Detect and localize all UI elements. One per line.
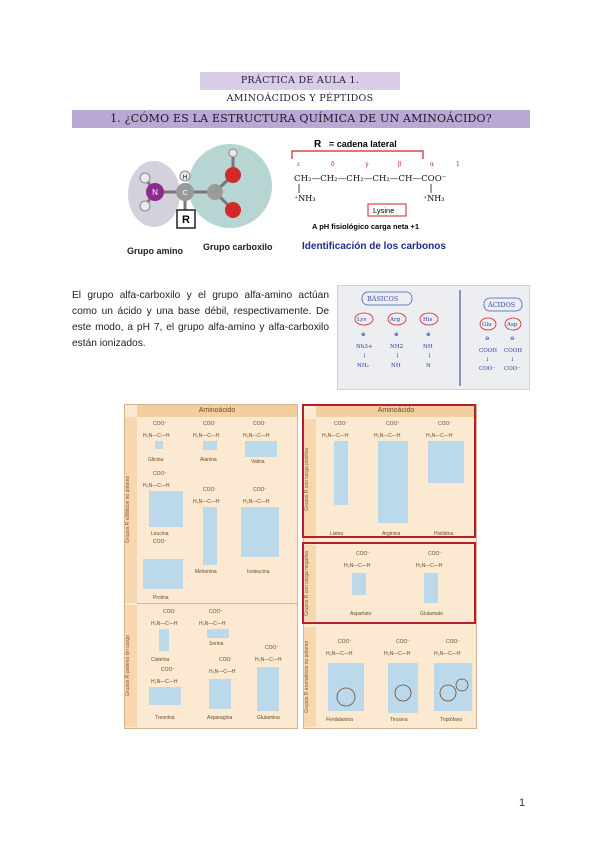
oxygen-atom <box>225 167 241 183</box>
svg-text:COO⁻: COO⁻ <box>356 551 371 557</box>
notes-code: Asp <box>507 322 518 328</box>
section-heading: 1. ¿CÓMO ES LA ESTRUCTURA QUÍMICA DE UN AMINOÁCIDO? <box>110 112 492 125</box>
svg-text:H₃N—C—H: H₃N—C—H <box>151 621 178 627</box>
aa-name: Valina <box>251 459 265 465</box>
svg-text:COO⁻: COO⁻ <box>446 639 461 645</box>
carboxyl-carbon-atom <box>207 184 223 200</box>
nitrogen-letter: N <box>152 188 158 197</box>
side-chain-bracket <box>292 151 423 159</box>
lysine-carbon-diagram <box>285 137 485 257</box>
svg-text:H₃N—C—H: H₃N—C—H <box>143 433 170 439</box>
hydrogen-atom <box>140 201 150 211</box>
document-title: PRÁCTICA DE AULA 1. AMINOÁCIDOS Y PÉPTIDOS <box>226 75 374 104</box>
svg-text:COO⁻: COO⁻ <box>438 421 453 427</box>
svg-text:H₃N—C—H: H₃N—C—H <box>193 499 220 505</box>
epsilon-amino-group: ⁺NH₃ <box>294 194 316 203</box>
notes-r2: ↓ <box>362 353 367 359</box>
svg-text:COO⁻: COO⁻ <box>203 487 218 493</box>
svg-text:COO⁻: COO⁻ <box>219 657 234 663</box>
side-label-nonpolar: Grupos R alifáticos no polares <box>125 417 137 603</box>
svg-text:COO⁻: COO⁻ <box>153 539 168 545</box>
svg-text:COO⁻: COO⁻ <box>163 609 178 615</box>
carbon-label-gamma: γ <box>365 161 369 168</box>
notes-code: Arg <box>390 317 401 323</box>
amino-acid-table-left <box>124 404 298 729</box>
structure-alanine <box>193 421 220 463</box>
aa-name: Leucina <box>151 531 169 537</box>
structure-leucine <box>143 471 183 537</box>
lysine-chain-formula: CH₂—CH₂—CH₂—CH₂—CH—COO⁻ <box>294 174 447 184</box>
notes-sign: ⊖ <box>485 336 490 342</box>
notes-drawing <box>338 286 529 389</box>
svg-text:H₃N—C—H: H₃N—C—H <box>344 563 371 569</box>
aa-name: Tirosina <box>390 717 408 723</box>
structure-threonine <box>149 667 181 721</box>
carbon-label-beta: β <box>398 161 402 168</box>
hydrogen-atom <box>140 173 150 183</box>
page-number: 1 <box>519 797 526 809</box>
svg-text:H₃N—C—H: H₃N—C—H <box>209 669 236 675</box>
notes-right-column <box>479 318 522 372</box>
svg-text:COO⁻: COO⁻ <box>428 551 443 557</box>
structure-tryptophan <box>434 639 472 723</box>
notes-r1: COOH <box>504 348 523 354</box>
side-label-negative: Grupos R con carga negativa <box>304 545 316 621</box>
svg-text:H₃N—C—H: H₃N—C—H <box>374 433 401 439</box>
structure-asparagine <box>207 657 236 721</box>
svg-text:H₃N—C—H: H₃N—C—H <box>151 679 178 685</box>
structure-proline <box>143 539 183 601</box>
carboxyl-group-label: Grupo carboxilo <box>203 242 273 252</box>
notes-sign: ⊕ <box>394 332 399 338</box>
svg-text:H₃N—C—H: H₃N—C—H <box>326 651 353 657</box>
aa-name: Glutamato <box>420 611 444 617</box>
notes-r1: NH <box>423 344 433 350</box>
body-paragraph: El grupo alfa-carboxilo y el grupo alfa-amino actúan como un ácido y una base débil, respectivamente. De este modo, a pH 7, el grupo alfa-amino y alfa-carboxilo están ionizados. <box>72 290 329 349</box>
structure-serine <box>199 609 229 647</box>
notes-r1: NH2 <box>390 344 404 350</box>
notes-r3: NH₂ <box>357 363 369 369</box>
svg-text:COO⁻: COO⁻ <box>153 471 168 477</box>
notes-r2: ↓ <box>395 353 400 359</box>
svg-text:H₃N—C—H: H₃N—C—H <box>322 433 349 439</box>
svg-text:H₃N—C—H: H₃N—C—H <box>243 499 270 505</box>
notes-right-heading: ÁCIDOS <box>488 301 516 309</box>
table-header-right: Aminoácido <box>316 405 476 417</box>
table-header-left: Aminoácido <box>137 405 297 417</box>
aa-name: Alanina <box>200 457 217 463</box>
notes-sign: ⊕ <box>361 332 366 338</box>
svg-text:H₃N—C—H: H₃N—C—H <box>384 651 411 657</box>
alpha-amino-group: ⁺NH₃ <box>423 194 445 203</box>
notes-code: Lys <box>357 317 367 323</box>
aa-name: Lisina <box>330 531 344 537</box>
carbon-label-delta: δ <box>331 161 335 168</box>
svg-text:H₃N—C—H: H₃N—C—H <box>255 657 282 663</box>
notes-r3: COO⁻ <box>504 366 521 372</box>
highlight-negative-group <box>302 542 476 624</box>
aa-name: Glutamina <box>257 715 280 721</box>
notes-sign: ⊖ <box>510 336 515 342</box>
aa-name: Aspartato <box>350 611 372 617</box>
aa-name: Glicina <box>148 457 164 463</box>
notes-r2: ↓ <box>510 357 515 363</box>
notes-r2: ↓ <box>427 353 432 359</box>
svg-text:COO⁻: COO⁻ <box>338 639 353 645</box>
oxygen-atom <box>225 202 241 218</box>
carbon-label-epsilon: ε <box>297 161 301 168</box>
side-label-polar: Grupos R polares sin carga <box>125 605 137 727</box>
structure-isoleucine <box>241 487 279 575</box>
svg-text:H₃N—C—H: H₃N—C—H <box>243 433 270 439</box>
handwritten-notes-photo <box>337 285 530 390</box>
aa-name: Arginina <box>382 531 401 537</box>
structure-cysteine <box>151 609 178 663</box>
charge-note: A pH fisiológico carga neta +1 <box>312 222 420 231</box>
svg-text:COO⁻: COO⁻ <box>209 609 224 615</box>
structure-glycine <box>143 421 170 463</box>
aa-name: Asparagina <box>207 715 233 721</box>
aa-name: Isoleucina <box>247 569 270 575</box>
svg-text:COO⁻: COO⁻ <box>265 645 280 651</box>
carbon-label-one: 1 <box>456 161 460 168</box>
r-group-letter: R <box>182 214 190 226</box>
svg-text:H₃N—C—H: H₃N—C—H <box>143 483 170 489</box>
svg-text:COO⁻: COO⁻ <box>334 421 349 427</box>
side-label-positive: Grupos R con carga positiva <box>304 419 316 539</box>
svg-text:COO⁻: COO⁻ <box>253 487 268 493</box>
carbon-greek-labels <box>297 161 460 168</box>
aa-name: Triptófano <box>440 717 463 723</box>
aa-name: Metionina <box>195 569 217 575</box>
highlight-positive-group <box>302 404 476 538</box>
section-heading-bar <box>72 110 530 128</box>
hydrogen-atom <box>229 149 237 157</box>
svg-text:H₃N—C—H: H₃N—C—H <box>199 621 226 627</box>
side-chain-r: R <box>314 139 322 150</box>
structure-phenylalanine <box>326 639 364 723</box>
svg-text:COO⁻: COO⁻ <box>203 421 218 427</box>
aa-name: Cisteína <box>151 657 170 663</box>
document-title-bar <box>200 72 400 104</box>
structure-methionine <box>193 487 220 575</box>
aa-name: Fenilalanina <box>326 717 353 723</box>
notes-r1: COOH <box>479 348 498 354</box>
svg-text:H₃N—C—H: H₃N—C—H <box>434 651 461 657</box>
left-structures <box>137 417 297 727</box>
notes-r2: ↓ <box>485 357 490 363</box>
svg-text:H₃N—C—H: H₃N—C—H <box>426 433 453 439</box>
structure-valine <box>243 421 277 465</box>
svg-text:COO⁻: COO⁻ <box>386 421 401 427</box>
notes-r1: Nh3+ <box>356 344 373 350</box>
notes-sign: ⊕ <box>426 332 431 338</box>
notes-r3: N <box>426 363 431 369</box>
side-label-aromatic: Grupos R aromáticos no polares <box>304 627 316 727</box>
hydrogen-letter: H <box>182 175 188 181</box>
svg-text:H₃N—C—H: H₃N—C—H <box>193 433 220 439</box>
notes-left-column <box>355 313 438 369</box>
carbon-letter: C <box>182 190 188 197</box>
structure-tyrosine <box>384 639 418 723</box>
aa-name: Serina <box>209 641 224 647</box>
notes-r3: COO⁻ <box>479 366 496 372</box>
amino-group-label: Grupo amino <box>127 246 183 256</box>
amino-acid-3d-model <box>125 140 275 262</box>
structure-glutamine <box>255 645 282 721</box>
notes-code: Glu <box>482 322 492 328</box>
svg-text:H₃N—C—H: H₃N—C—H <box>416 563 443 569</box>
aa-name: Histidina <box>434 531 454 537</box>
notes-code: His <box>423 317 433 323</box>
svg-text:COO⁻: COO⁻ <box>153 421 168 427</box>
lysine-label: Lysine <box>373 206 395 215</box>
carbon-identification-caption: Identificación de los carbonos <box>302 241 446 252</box>
aa-name: Prolina <box>153 595 169 601</box>
notes-r3: NH <box>391 363 401 369</box>
aa-name: Treonina <box>155 715 175 721</box>
svg-text:COO⁻: COO⁻ <box>396 639 411 645</box>
svg-text:COO⁻: COO⁻ <box>161 667 176 673</box>
carbon-label-alpha: α <box>430 161 435 168</box>
side-chain-label: = cadena lateral <box>329 139 397 149</box>
svg-text:COO⁻: COO⁻ <box>253 421 268 427</box>
notes-left-heading: BÁSICOS <box>367 295 399 303</box>
